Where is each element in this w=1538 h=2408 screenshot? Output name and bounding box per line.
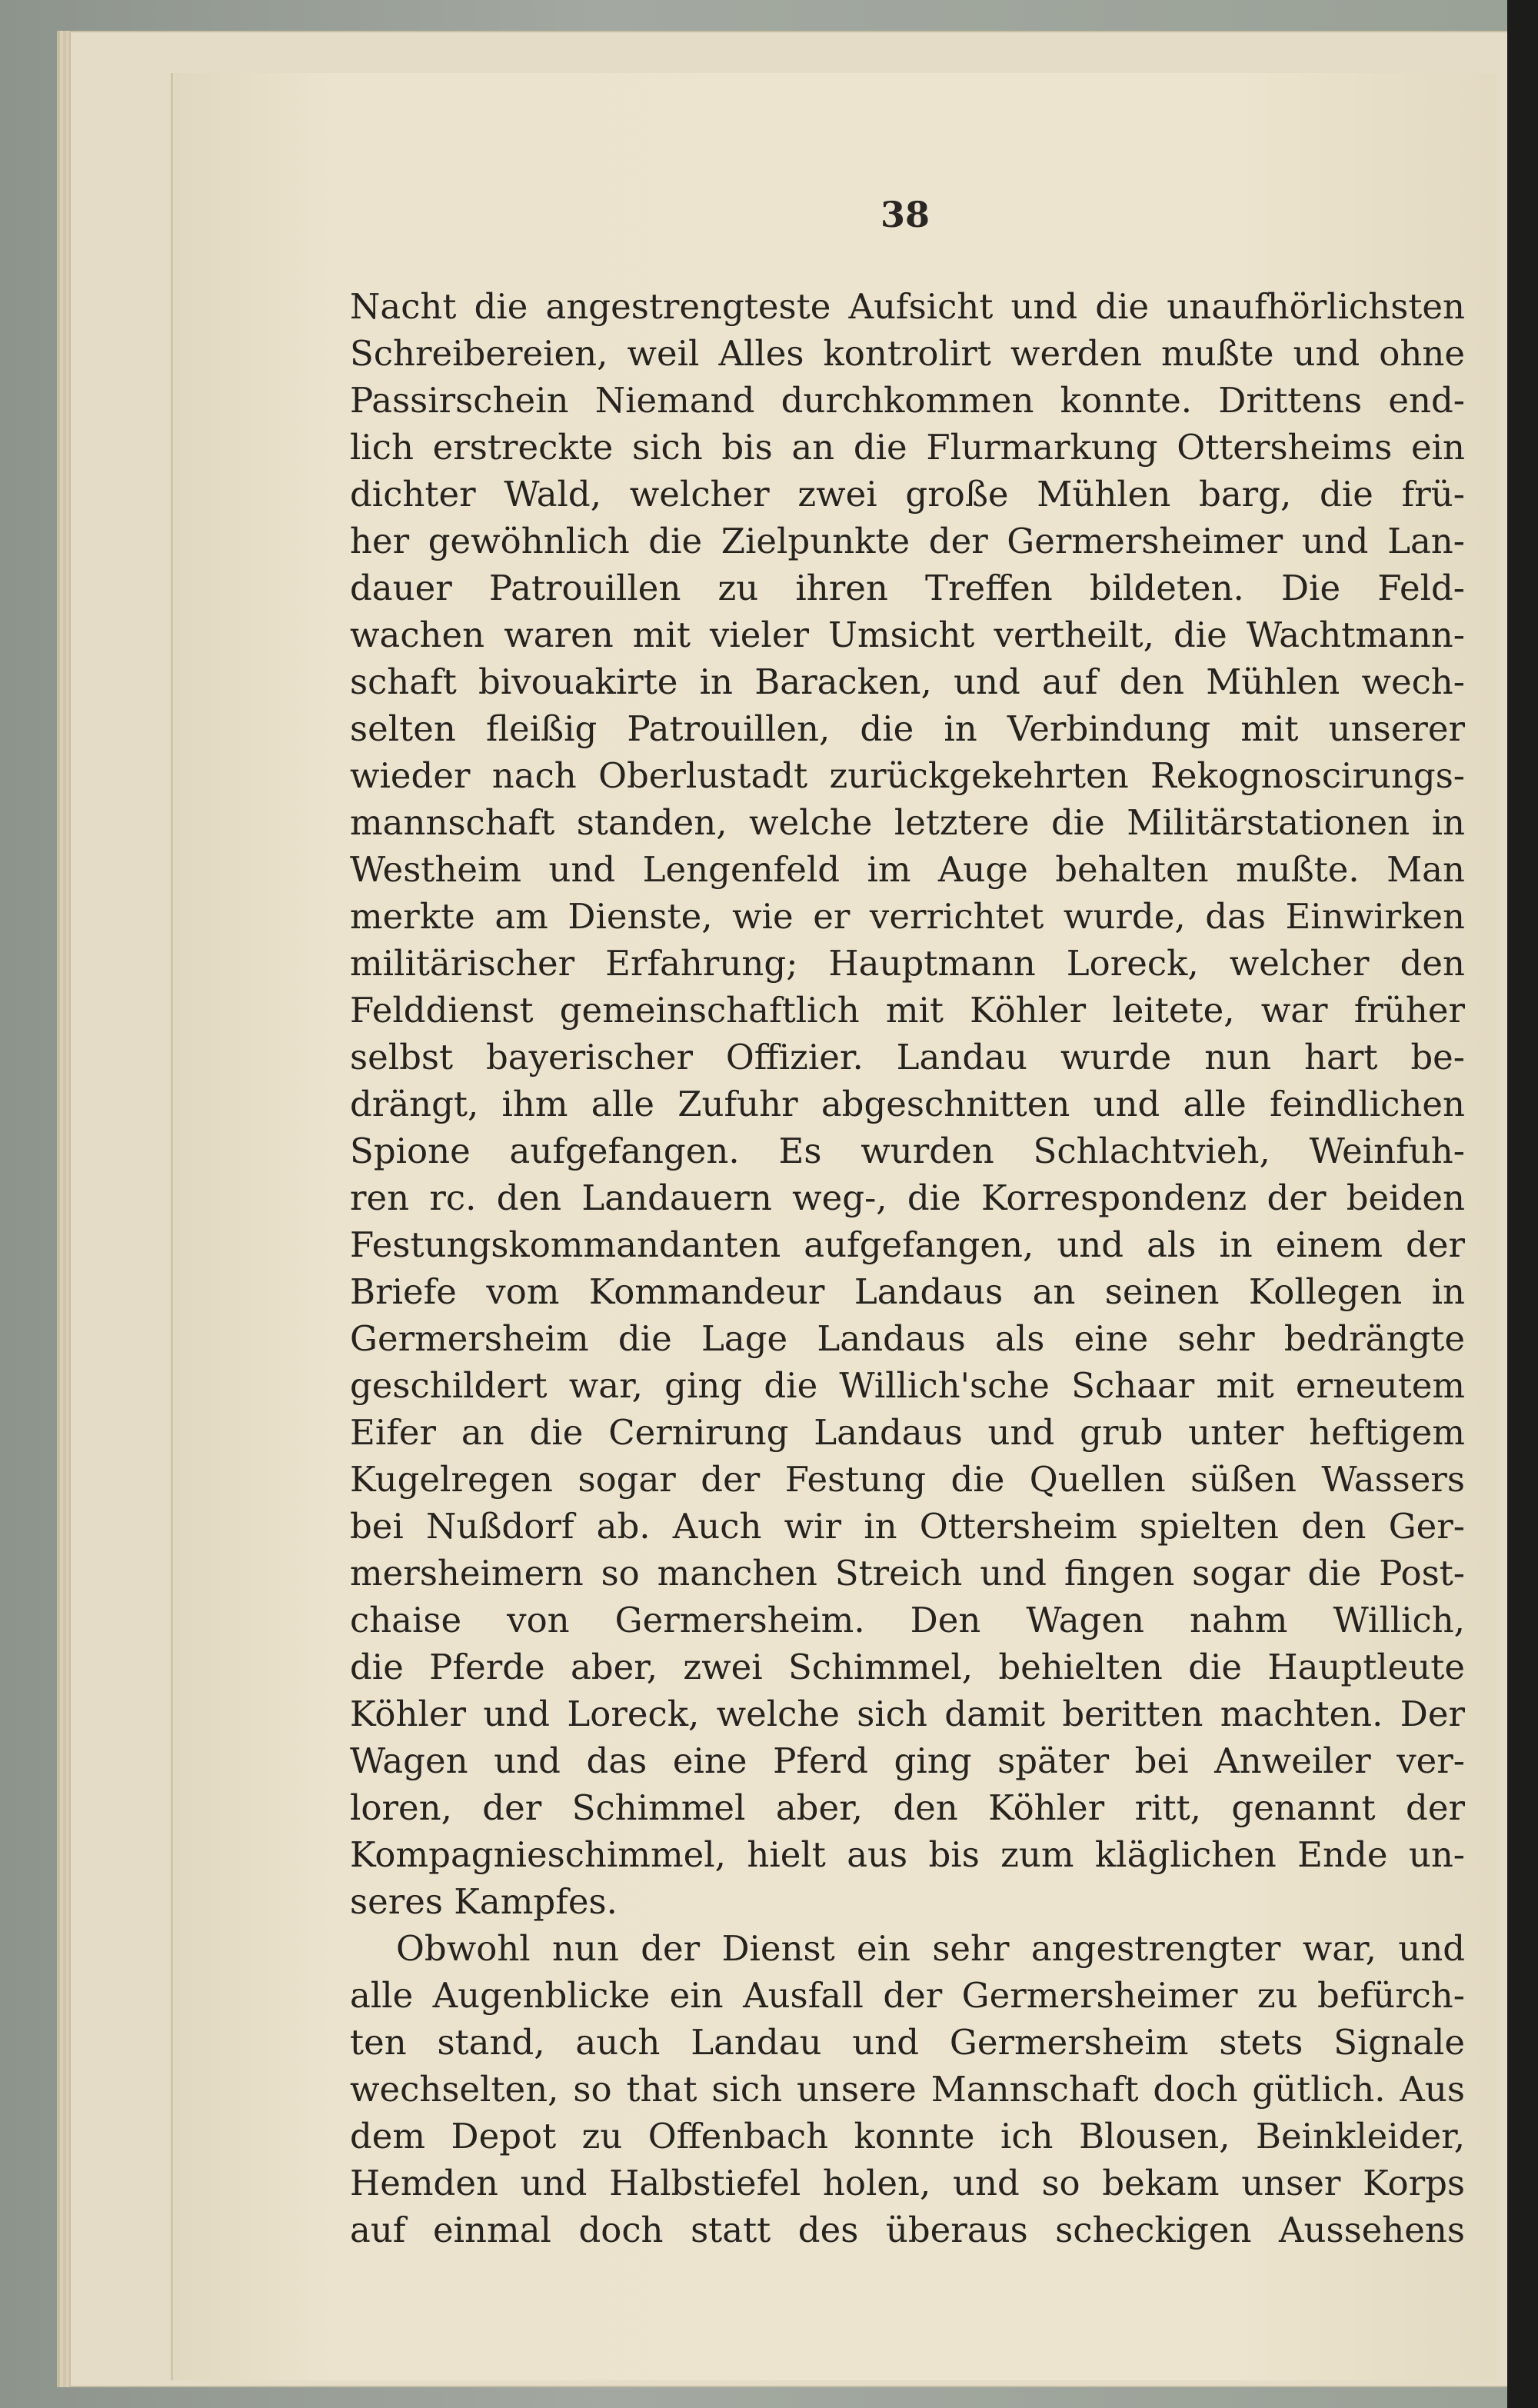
text-line: Westheim und Lengenfeld im Auge behalten mußte. Man [350,849,1465,890]
page-number: 38 [880,194,930,235]
text-line: lich erstreckte sich bis an die Flurmarkung Ottersheims ein [350,427,1465,468]
paragraph-end-line: seres Kampfes. [350,1881,618,1922]
text-line: mannschaft standen, welche letztere die Militärstationen in [350,802,1465,843]
text-line: geschildert war, ging die Willich'sche Schaar mit erneutem [350,1365,1465,1406]
text-line: wechselten, so that sich unsere Mannschaft doch gütlich. Aus [350,2069,1465,2110]
text-line: Briefe vom Kommandeur Landaus an seinen Kollegen in [350,1271,1465,1312]
text-line: Schreibereien, weil Alles kontrolirt werden mußte und ohne [350,333,1465,374]
text-line: mersheimern so manchen Streich und fingen sogar die Post- [350,1553,1465,1594]
text-line: dem Depot zu Offenbach konnte ich Blousen, Beinkleider, [350,2116,1465,2157]
text-line: bei Nußdorf ab. Auch wir in Ottersheim spielten den Ger- [350,1506,1465,1547]
text-line: Eifer an die Cernirung Landaus und grub unter heftigem [350,1412,1465,1453]
text-line: chaise von Germersheim. Den Wagen nahm Willich, [350,1600,1465,1640]
text-line: loren, der Schimmel aber, den Köhler ritt, genannt der [350,1787,1465,1828]
text-line: dichter Wald, welcher zwei große Mühlen barg, die frü- [350,474,1465,515]
text-line: wachen waren mit vieler Umsicht vertheilt, die Wachtmann- [350,614,1465,655]
text-line: auf einmal doch statt des überaus scheckigen Aussehens [350,2210,1465,2250]
text-line: die Pferde aber, zwei Schimmel, behielten die Hauptleute [350,1647,1465,1687]
text-line: Köhler und Loreck, welche sich damit beritten machten. Der [350,1694,1465,1734]
text-line: drängt, ihm alle Zufuhr abgeschnitten und alle feindlichen [350,1084,1465,1124]
text-line: Wagen und das eine Pferd ging später bei Anweiler ver- [350,1740,1465,1781]
text-line: Felddienst gemeinschaftlich mit Köhler leitete, war früher [350,990,1465,1031]
text-line: Hemden und Halbstiefel holen, und so bekam unser Korps [350,2163,1465,2203]
text-line: schaft bivouakirte in Baracken, und auf den Mühlen wech- [350,661,1465,702]
text-line: ten stand, auch Landau und Germersheim stets Signale [350,2022,1465,2063]
text-line: militärischer Erfahrung; Hauptmann Loreck, welcher den [350,943,1465,984]
text-line: her gewöhnlich die Zielpunkte der Germersheimer und Lan- [350,521,1465,561]
paragraph-start-line: Obwohl nun der Dienst ein sehr angestrengter war, und [396,1928,1465,1969]
text-line: Kompagnieschimmel, hielt aus bis zum kläglichen Ende un- [350,1834,1465,1875]
text-line: Spione aufgefangen. Es wurden Schlachtvieh, Weinfuh- [350,1131,1465,1171]
text-line: Passirschein Niemand durchkommen konnte. Drittens end- [350,380,1465,421]
scan-background [1507,0,1538,2408]
text-line: Festungskommandanten aufgefangen, und als in einem der [350,1224,1465,1265]
text-line: selten fleißig Patrouillen, die in Verbindung mit unserer [350,708,1465,749]
text-line: Germersheim die Lage Landaus als eine sehr bedrängte [350,1318,1465,1359]
text-line: Kugelregen sogar der Festung die Quellen süßen Wassers [350,1459,1465,1500]
text-line: wieder nach Oberlustadt zurückgekehrten Rekognoscirungs- [350,755,1465,796]
text-line: alle Augenblicke ein Ausfall der Germersheimer zu befürch- [350,1975,1465,2016]
body-text [350,283,1465,2253]
text-line: Nacht die angestrengteste Aufsicht und die unaufhörlichsten [350,286,1465,327]
text-line: selbst bayerischer Offizier. Landau wurde nun hart be- [350,1037,1465,1077]
text-line: dauer Patrouillen zu ihren Treffen bildeten. Die Feld- [350,568,1465,608]
text-line: merkte am Dienste, wie er verrichtet wurde, das Einwirken [350,896,1465,937]
text-line: ren rc. den Landauern weg-, die Korrespondenz der beiden [350,1177,1465,1218]
